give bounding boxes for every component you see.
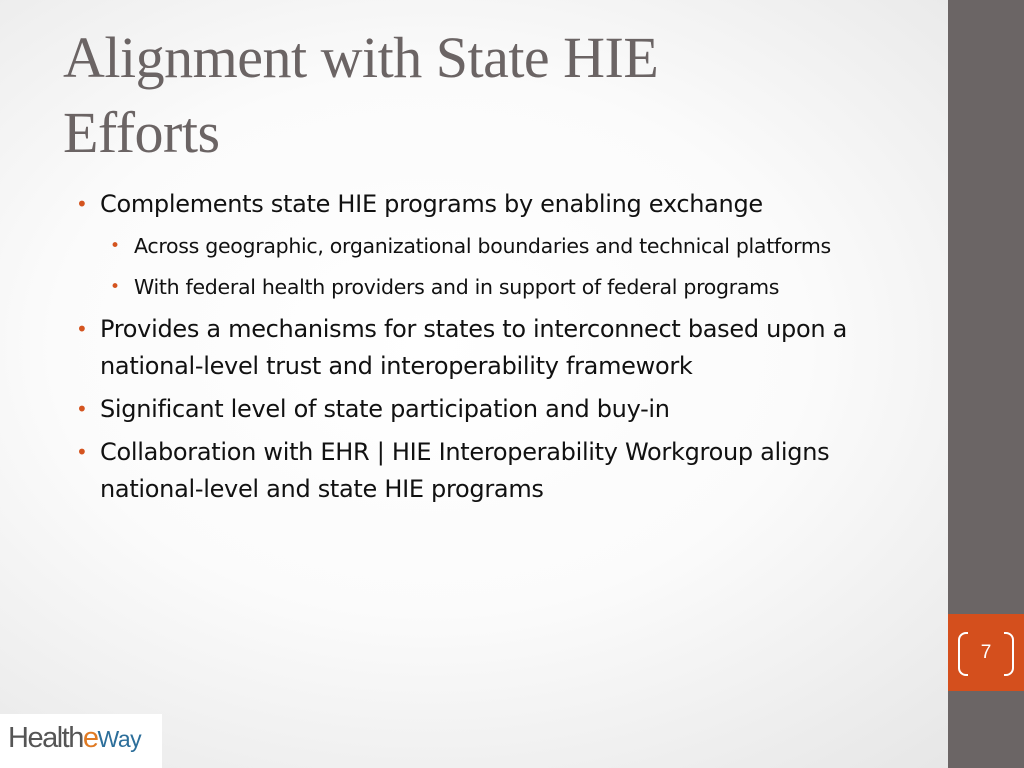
slide-title (63, 20, 923, 170)
page-number-box (948, 614, 1024, 691)
bullet-icon: • (76, 440, 88, 464)
bullet-icon: • (76, 317, 88, 341)
bullet-item (76, 186, 906, 223)
bullet-item (76, 434, 906, 508)
bullet-text: With federal health providers and in support of federal programs (134, 275, 780, 299)
logo-part-health: Health (8, 722, 83, 754)
healtheway-logo (0, 714, 162, 768)
logo-part-way: Way (97, 726, 142, 752)
bullet-list (76, 186, 906, 514)
bullet-text: Collaboration with EHR | HIE Interoperability Workgroup aligns national-level and state HIE programs (100, 438, 830, 503)
bullet-text: Significant level of state participation and buy-in (100, 395, 670, 423)
sub-bullet-item (110, 229, 906, 263)
sub-bullet-item (110, 270, 906, 304)
bullet-icon: • (76, 192, 88, 216)
bullet-icon: • (76, 397, 88, 421)
bullet-text: Complements state HIE programs by enabling exchange (100, 190, 763, 218)
bullet-item (76, 311, 906, 385)
title-line-1: Alignment with State HIE (63, 25, 659, 90)
logo-part-e: e (82, 722, 98, 754)
bullet-text: Across geographic, organizational boundaries and technical platforms (134, 234, 831, 258)
bullet-item (76, 391, 906, 428)
logo-text (8, 722, 141, 755)
bullet-icon: • (110, 277, 120, 297)
bullet-icon: • (110, 236, 120, 256)
page-number: 7 (980, 642, 992, 663)
title-line-2: Efforts (63, 100, 220, 165)
bullet-text: Provides a mechanisms for states to interconnect based upon a national-level trust and interoperability framework (100, 315, 847, 380)
